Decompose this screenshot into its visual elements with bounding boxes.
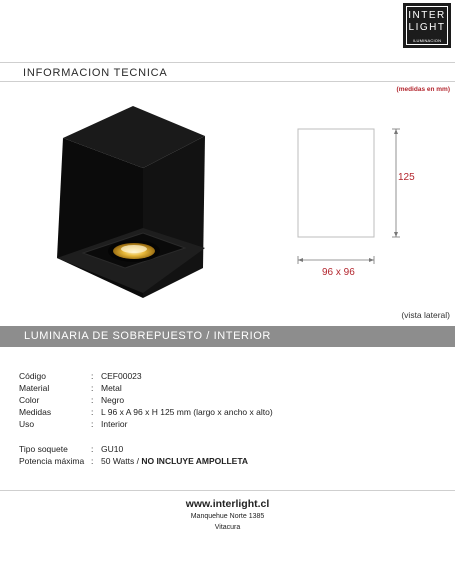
spec-value: L 96 x A 96 x H 125 mm (largo x ancho x alto) — [101, 407, 273, 417]
spec-label: Potencia máxima — [19, 456, 85, 466]
spec-separator: : — [91, 371, 94, 381]
spec-label: Material — [19, 383, 50, 393]
dimension-width: 96 x 96 — [322, 267, 355, 278]
spec-label: Uso — [19, 419, 35, 429]
logo-line-2: LIGHT — [408, 22, 446, 33]
spec-label: Código — [19, 371, 46, 381]
footer-divider — [0, 490, 455, 491]
spec-label: Medidas — [19, 407, 52, 417]
view-note: (vista lateral) — [401, 310, 450, 320]
spec-value: Interior — [101, 419, 128, 429]
footer-address-line-1: Manquehue Norte 1385 — [190, 513, 265, 520]
spec-separator: : — [91, 407, 94, 417]
spec-value: 50 Watts / NO INCLUYE AMPOLLETA — [101, 456, 249, 466]
spec-value: GU10 — [101, 444, 124, 454]
spec-separator: : — [91, 383, 94, 393]
top-divider — [0, 62, 455, 63]
title-divider — [0, 81, 455, 82]
product-image — [45, 98, 215, 298]
side-view-diagram — [292, 122, 412, 272]
spec-label: Tipo soquete — [19, 444, 68, 454]
spec-value: Metal — [101, 383, 122, 393]
section-title: INFORMACION TECNICA — [23, 67, 168, 79]
spec-value-note: NO INCLUYE AMPOLLETA — [141, 456, 249, 466]
spec-separator: : — [91, 444, 94, 454]
logo-line-1: INTER — [408, 10, 446, 21]
spec-value-watts: 50 Watts — [101, 456, 135, 466]
spec-separator: : — [91, 419, 94, 429]
spec-value: Negro — [101, 395, 125, 405]
units-note: (medidas en mm) — [396, 86, 450, 93]
footer-address-line-2: Vitacura — [214, 524, 241, 531]
spec-value: CEF00023 — [101, 371, 142, 381]
spec-label: Color — [19, 395, 40, 405]
logo-line-3: ILUMINACION — [412, 38, 442, 43]
product-type-banner: LUMINARIA DE SOBREPUESTO / INTERIOR — [0, 326, 455, 347]
spec-separator: : — [91, 456, 94, 466]
spec-separator: : — [91, 395, 94, 405]
dimension-height: 125 — [398, 172, 415, 183]
footer-website-link[interactable]: www.interlight.cl — [185, 498, 270, 510]
brand-logo — [403, 3, 451, 48]
